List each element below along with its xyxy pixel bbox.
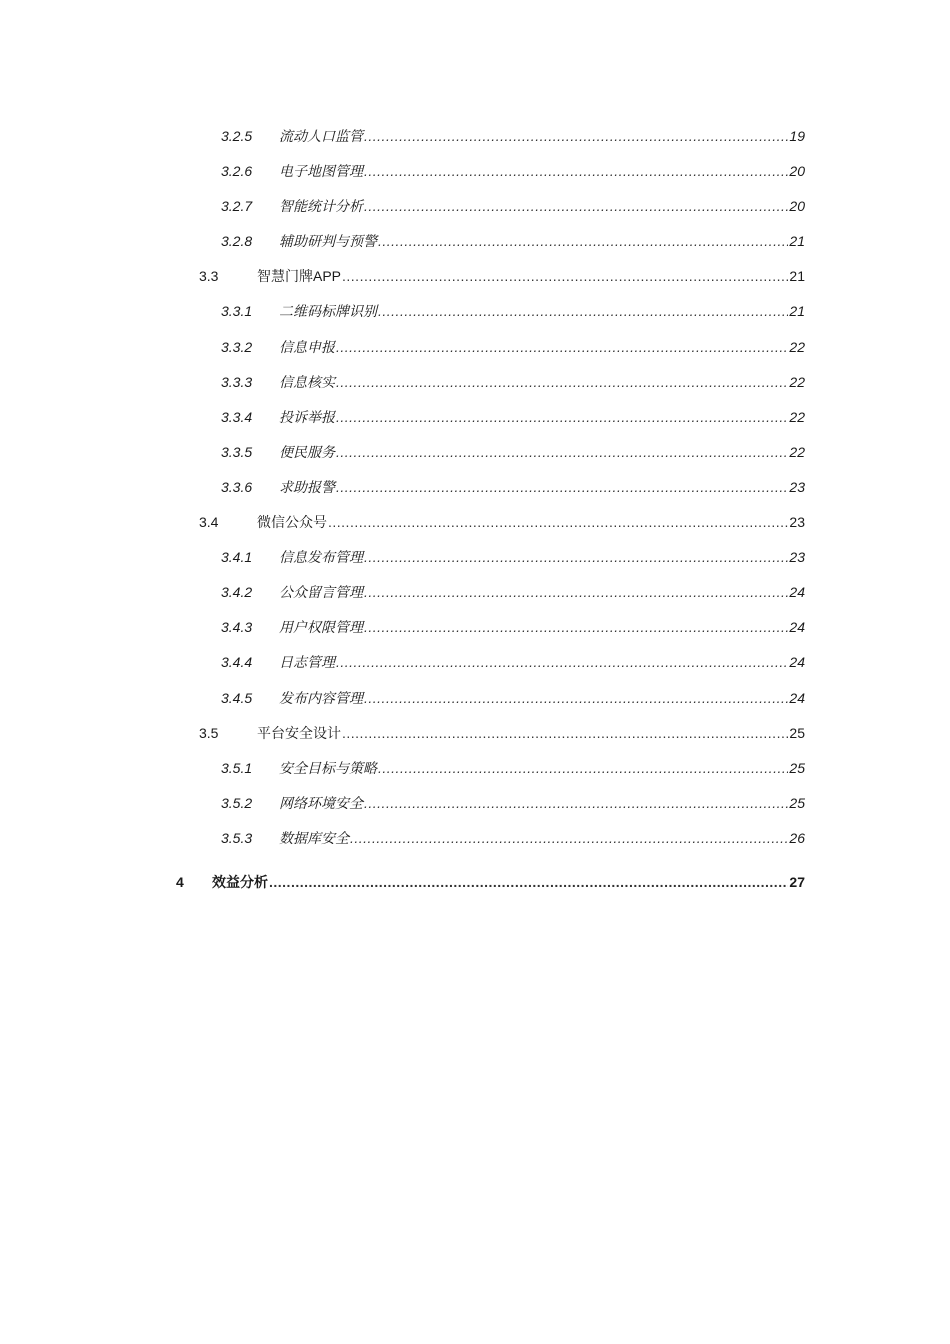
toc-entry-number: 3.3.5 [221,443,253,460]
toc-entry-page-number[interactable]: 27 [789,873,805,890]
toc-entry-number: 3.2.5 [221,128,253,144]
toc-entry[interactable] [0,505,950,540]
toc-entry[interactable] [0,330,950,365]
toc-dot-leader [328,505,788,540]
toc-entry-line [279,645,805,680]
table-of-contents [0,119,950,900]
toc-entry-line [212,865,805,900]
toc-entry[interactable] [0,224,950,259]
toc-entry-page-number[interactable]: 22 [789,443,805,460]
toc-entry[interactable] [0,259,950,294]
toc-entry-number: 3.3 [199,268,219,285]
toc-entry-number: 3.5.2 [221,794,253,811]
toc-entry-number: 3.4.2 [221,584,253,601]
toc-entry-number: 3.2.6 [221,163,253,180]
toc-entry-title[interactable]: 日志管理 [279,654,335,671]
toc-dot-leader [269,865,788,900]
toc-entry[interactable] [0,865,950,900]
toc-entry-number: 3.3.1 [221,303,253,320]
toc-entry-title[interactable]: 公众留言管理 [279,584,363,601]
toc-entry-number: 3.3.3 [221,373,253,390]
toc-dot-leader [336,645,788,680]
toc-entry[interactable] [0,540,950,575]
toc-entry-page-number[interactable]: 24 [789,584,805,601]
toc-dot-leader [364,610,788,645]
toc-entry-title[interactable]: 网络环境安全 [279,794,363,811]
toc-entry-line [279,540,805,575]
toc-entry-page-number[interactable]: 22 [789,373,805,390]
toc-entry[interactable] [0,645,950,680]
toc-entry-page-number[interactable]: 23 [789,549,805,566]
toc-dot-leader [336,470,788,505]
toc-entry-page-number[interactable]: 22 [789,338,805,355]
toc-entry-title[interactable]: 效益分析 [212,873,268,890]
toc-entry-title[interactable]: 二维码标牌识别 [279,303,377,320]
toc-entry-page-number[interactable]: 23 [789,478,805,495]
toc-dot-leader [364,154,788,189]
toc-entry-line [279,786,805,821]
toc-dot-leader [378,224,788,259]
toc-dot-leader [364,119,788,154]
toc-dot-leader [364,575,788,610]
toc-entry-line [279,751,805,786]
toc-entry[interactable] [0,365,950,400]
toc-entry-number: 3.5 [199,724,219,741]
toc-entry[interactable] [0,751,950,786]
toc-entry-title[interactable]: 信息发布管理 [279,549,363,566]
toc-entry-number: 3.3.2 [221,338,253,355]
toc-dot-leader [336,435,788,470]
toc-entry-title[interactable]: 数据库安全 [279,829,349,846]
toc-entry-title[interactable]: 信息核实 [279,373,335,390]
toc-entry-page-number[interactable]: 24 [789,689,805,706]
toc-entry[interactable] [0,716,950,751]
toc-dot-leader [350,821,788,856]
toc-entry-title[interactable]: 智能统计分析 [279,198,363,215]
toc-entry[interactable] [0,154,950,189]
toc-entry[interactable] [0,470,950,505]
toc-entry-page-number[interactable]: 25 [789,759,805,776]
toc-entry-line [279,365,805,400]
toc-entry-line [257,259,805,294]
toc-entry[interactable] [0,294,950,329]
toc-entry-title[interactable]: 流动人口监管 [279,128,363,144]
toc-dot-leader [342,259,788,294]
toc-entry-number: 3.4 [199,514,219,531]
toc-entry[interactable] [0,435,950,470]
toc-dot-leader [378,294,788,329]
toc-entry-page-number[interactable]: 25 [789,794,805,811]
toc-entry-line [279,435,805,470]
toc-entry-title[interactable]: 便民服务 [279,443,335,460]
toc-dot-leader [336,365,788,400]
toc-entry-number: 3.5.1 [221,759,253,776]
toc-entry-title[interactable]: 电子地图管理 [279,163,363,180]
toc-entry-page-number[interactable]: 24 [789,654,805,671]
toc-entry-page-number[interactable]: 25 [789,724,805,741]
toc-entry-title[interactable]: 信息申报 [279,338,335,355]
toc-entry-line [279,154,805,189]
toc-entry-page-number[interactable]: 22 [789,408,805,425]
toc-entry-line [279,400,805,435]
toc-entry-number: 3.3.6 [221,478,253,495]
toc-dot-leader [342,716,788,751]
toc-entry-line [279,119,805,154]
toc-dot-leader [378,751,788,786]
toc-entry-title[interactable]: 投诉举报 [279,408,335,425]
toc-dot-leader [336,330,788,365]
toc-entry-title[interactable]: 平台安全设计 [257,724,341,741]
toc-entry-line [279,681,805,716]
toc-entry-line [279,294,805,329]
toc-entry-line [279,575,805,610]
toc-entry-page-number[interactable]: 21 [789,303,805,320]
toc-entry-number: 3.4.5 [221,689,253,706]
toc-entry-line [279,470,805,505]
toc-entry-page-number[interactable]: 23 [789,514,805,531]
toc-entry-line [279,610,805,645]
toc-entry-page-number[interactable]: 24 [789,619,805,636]
toc-entry-title[interactable]: 辅助研判与预警 [279,233,377,250]
toc-entry-page-number[interactable]: 19 [789,128,805,144]
toc-entry[interactable] [0,189,950,224]
toc-entry-number: 3.4.3 [221,619,253,636]
toc-entry[interactable] [0,821,950,856]
toc-entry-number: 3.3.4 [221,408,253,425]
toc-entry-title[interactable]: 发布内容管理 [279,689,363,706]
toc-entry-line [257,505,805,540]
toc-entry-number: 3.5.3 [221,829,253,846]
toc-entry[interactable] [0,119,950,154]
toc-entry[interactable] [0,681,950,716]
toc-dot-leader [364,540,788,575]
toc-dot-leader [364,681,788,716]
toc-entry[interactable] [0,575,950,610]
toc-entry-number: 3.2.8 [221,233,253,250]
toc-dot-leader [336,400,788,435]
toc-entry[interactable] [0,610,950,645]
toc-entry-line [279,821,805,856]
toc-entry-page-number[interactable]: 21 [789,233,805,250]
toc-entry-page-number[interactable]: 21 [789,268,805,285]
toc-entry-line [257,716,805,751]
toc-entry-number: 3.2.7 [221,198,253,215]
toc-entry-line [279,224,805,259]
toc-entry-title[interactable]: 智慧门牌APP [257,268,342,285]
toc-entry-title[interactable]: 求助报警 [279,478,335,495]
toc-entry[interactable] [0,786,950,821]
toc-entry-number: 3.4.4 [221,654,253,671]
toc-entry-page-number[interactable]: 20 [789,198,805,215]
toc-entry-page-number[interactable]: 26 [789,829,805,846]
toc-entry-line [279,189,805,224]
toc-entry-title[interactable]: 安全目标与策略 [279,759,377,776]
toc-entry-number: 3.4.1 [221,549,253,566]
toc-dot-leader [364,189,788,224]
toc-entry-line [279,330,805,365]
toc-dot-leader [364,786,788,821]
toc-entry[interactable] [0,400,950,435]
toc-entry-page-number[interactable]: 20 [789,163,805,180]
toc-entry-title[interactable]: 用户权限管理 [279,619,363,636]
toc-entry-title[interactable]: 微信公众号 [257,514,327,531]
toc-entry-number: 4 [176,873,184,890]
